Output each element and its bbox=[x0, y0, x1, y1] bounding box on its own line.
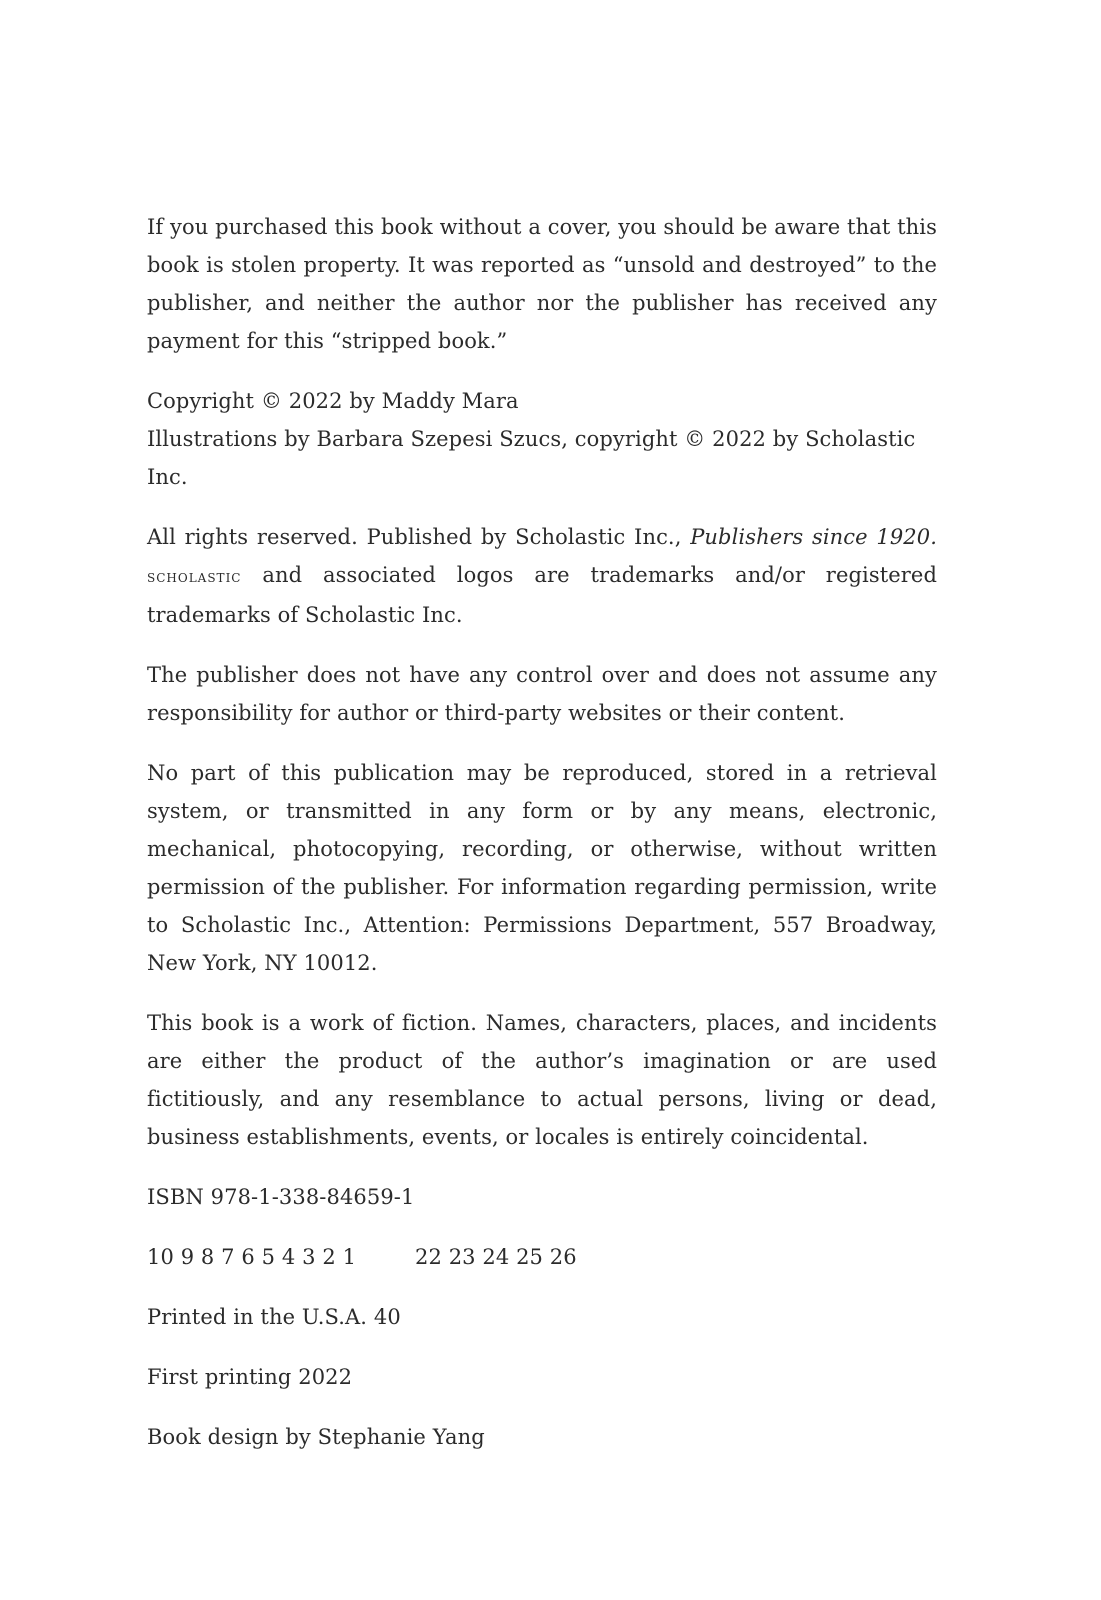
rights-suffix: and associated logos are trademarks and/or registered trademarks of Scholastic Inc. bbox=[147, 563, 937, 627]
copyright-page bbox=[147, 208, 937, 1478]
print-key: 10 9 8 7 6 5 4 3 2 1 bbox=[147, 1245, 357, 1269]
printed-in: Printed in the U.S.A. 40 bbox=[147, 1305, 401, 1329]
stripped-book-notice: If you purchased this book without a cover, you should be aware that this book is stolen property. It was reported as “unsold and destroyed” to the publisher, and neither the author nor the publisher has received any payment for this “stripped book.” bbox=[147, 215, 937, 353]
illustrations-credit: Illustrations by Barbara Szepesi Szucs, copyright © 2022 by Scholastic Inc. bbox=[147, 427, 916, 489]
websites-notice: The publisher does not have any control over and does not assume any responsibility for author or third-party websites or their content. bbox=[147, 663, 937, 725]
publisher-tagline: Publishers since 1920. bbox=[690, 525, 937, 549]
printing-numbers bbox=[147, 1238, 937, 1276]
year-key: 22 23 24 25 26 bbox=[415, 1245, 577, 1269]
fiction-disclaimer: This book is a work of fiction. Names, characters, places, and incidents are either the product of the author’s imagination or are used fictitiously, and any resemblance to actual persons, living or dead, business establishments, events, or locales is entirely coincidental. bbox=[147, 1011, 937, 1149]
book-design-credit: Book design by Stephanie Yang bbox=[147, 1425, 485, 1449]
rights-notice bbox=[147, 518, 937, 634]
reproduction-notice: No part of this publication may be reproduced, stored in a retrieval system, or transmitted in any form or by any means, electronic, mechanical, photocopying, recording, or otherwise, without written permission of the publisher. For information regarding permission, write to Scholastic Inc., Attention: Permissions Department, 557 Broadway, New York, NY 10012. bbox=[147, 761, 937, 975]
first-printing: First printing 2022 bbox=[147, 1365, 353, 1389]
scholastic-trademark: scholastic bbox=[147, 567, 242, 587]
rights-prefix: All rights reserved. Published by Scholastic Inc., bbox=[147, 525, 691, 549]
isbn: ISBN 978-1-338-84659-1 bbox=[147, 1185, 415, 1209]
copyright-line: Copyright © 2022 by Maddy Mara bbox=[147, 389, 519, 413]
copyright-block bbox=[147, 382, 937, 496]
